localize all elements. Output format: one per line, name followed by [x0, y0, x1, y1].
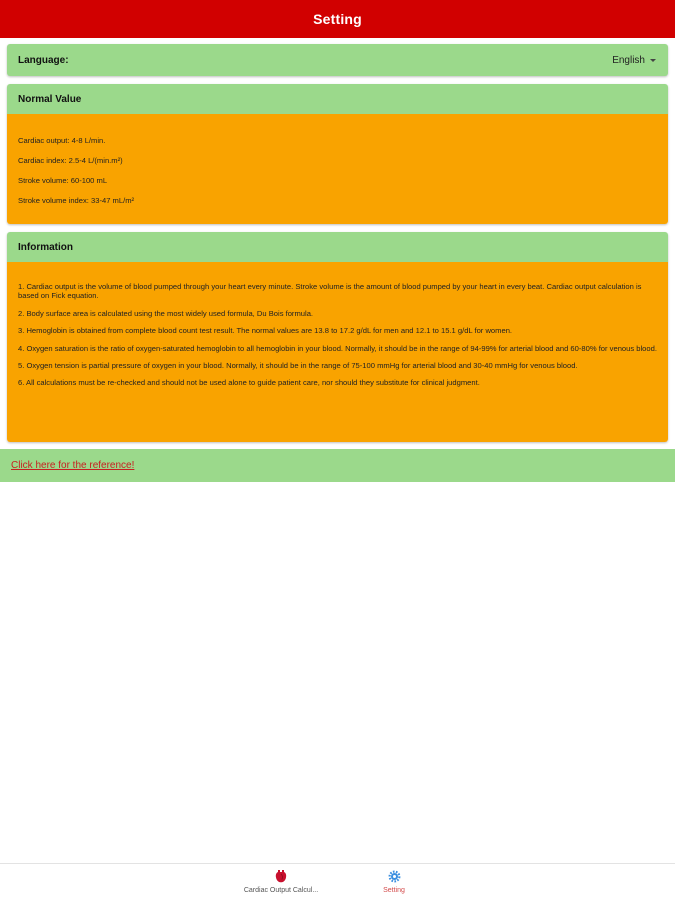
- information-body: [7, 262, 668, 442]
- tab-label: Cardiac Output Calcul...: [243, 887, 319, 894]
- tab-setting[interactable]: [350, 869, 438, 894]
- normal-value-item: Stroke volume: 60-100 mL: [18, 176, 108, 185]
- information-item: 4. Oxygen saturation is the ratio of oxygen-saturated hemoglobin to all hemoglobin in your blood. Normally, it should be in the range of 94-99% for arterial blood and 60-80% for venous blood.: [18, 343, 657, 353]
- normal-value-card: [7, 84, 668, 224]
- tab-cardiac-output[interactable]: [225, 869, 337, 894]
- app-header: [0, 0, 675, 38]
- reference-link[interactable]: Click here for the reference!: [11, 460, 135, 471]
- language-row: [7, 44, 668, 76]
- information-item: 2. Body surface area is calculated using the most widely used formula, Du Bois formula.: [18, 308, 314, 318]
- language-label: Language:: [18, 54, 69, 66]
- normal-value-item: Cardiac output: 4-8 L/min.: [18, 136, 106, 145]
- information-item: 1. Cardiac output is the volume of blood pumped through your heart every minute. Stroke volume is the amount of blood pumped by your heart in every beat. Cardiac output calculation is based on Fick equation.: [18, 282, 642, 301]
- tab-bar: [0, 863, 675, 900]
- language-dropdown[interactable]: [612, 55, 656, 66]
- information-item: 6. All calculations must be re-checked and should not be used alone to guide patient care, nor should they substitute for clinical judgment.: [18, 378, 480, 388]
- tab-label: Setting: [383, 887, 405, 894]
- gear-icon: [387, 869, 401, 883]
- normal-value-body: [7, 114, 668, 224]
- reference-bar: [0, 449, 675, 482]
- information-item: 5. Oxygen tension is partial pressure of oxygen in your blood. Normally, it should be in the range of 75-100 mmHg for arterial blood and 30-40 mmHg for venous blood.: [18, 361, 578, 371]
- normal-value-title: Normal Value: [7, 84, 668, 114]
- heart-icon: [274, 869, 288, 883]
- page-title: Setting: [313, 11, 362, 27]
- information-title: Information: [7, 232, 668, 262]
- language-selected-value: English: [612, 54, 645, 66]
- caret-down-icon: [650, 59, 656, 62]
- information-card: [7, 232, 668, 442]
- normal-value-item: Stroke volume index: 33-47 mL/m²: [18, 196, 135, 205]
- normal-value-item: Cardiac index: 2.5-4 L/(min.m²): [18, 156, 123, 165]
- information-item: 3. Hemoglobin is obtained from complete blood count test result. The normal values are 13.8 to 17.2 g/dL for men and 12.1 to 15.1 g/dL for women.: [18, 326, 513, 336]
